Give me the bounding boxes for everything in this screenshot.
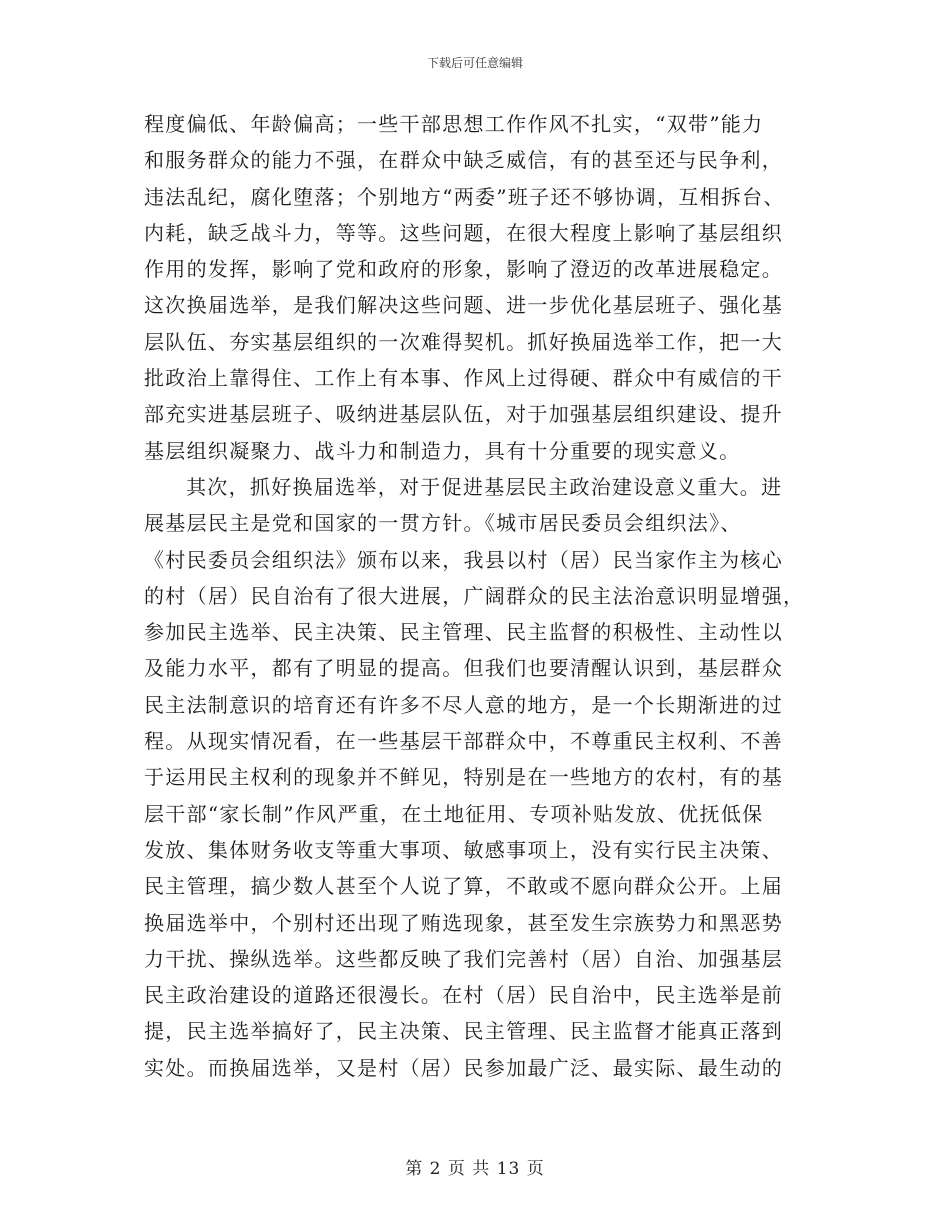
text-line: 部充实进基层班子、吸纳进基层队伍，对于加强基层组织建设、提升 [144,402,783,427]
text-line: 展基层民主是党和国家的一贯方针。《城市居民委员会组织法》、 [144,511,742,536]
text-line: 基层组织凝聚力、战斗力和制造力，具有十分重要的现实意义。 [144,438,741,463]
text-line: 作用的发挥，影响了党和政府的形象，影响了澄迈的改革进展稳定。 [144,257,783,282]
text-line: 这次换届选举，是我们解决这些问题、进一步优化基层班子、强化基 [144,293,783,318]
text-line: 违法乱纪，腐化堕落；个别地方“两委”班子还不够协调，互相拆台、 [144,184,785,209]
text-line: 层队伍、夯实基层组织的一次难得契机。抓好换届选举工作，把一大 [144,329,783,354]
text-line: 的村（居）民自治有了很大进展，广阔群众的民主法治意识明显增强， [144,583,805,608]
text-line: 实处。而换届选举，又是村（居）民参加最广泛、最实际、最生动的 [144,1055,783,1080]
text-line: 换届选举中，个别村还出现了贿选现象，甚至发生宗族势力和黑恶势 [144,910,783,935]
text-line: 程度偏低、年龄偏高；一些干部思想工作作风不扎实，“双带”能力 [144,112,764,136]
text-line: 发放、集体财务收支等重大事项、敏感事项上，没有实行民主决策、 [144,837,783,862]
text-line: 批政治上靠得住、工作上有本事、作风上过得硬、群众中有威信的干 [144,366,783,391]
text-line: 程。从现实情况看，在一些基层干部群众中，不尊重民主权利、不善 [144,729,783,754]
text-line: 民主管理，搞少数人甚至个人说了算，不敢或不愿向群众公开。上届 [144,874,783,899]
text-line: 民主法制意识的培育还有许多不尽人意的地方，是一个长期渐进的过 [144,692,783,717]
text-line: 《村民委员会组织法》颁布以来，我县以村（居）民当家作主为核心 [144,547,783,572]
text-line: 内耗，缺乏战斗力，等等。这些问题，在很大程度上影响了基层组织 [144,220,783,245]
text-line: 和服务群众的能力不强，在群众中缺乏威信，有的甚至还与民争利， [144,148,783,173]
text-line: 于运用民主权利的现象并不鲜见，特别是在一些地方的农村，有的基 [144,765,783,790]
document-body [144,106,814,1086]
text-line: 民主政治建设的道路还很漫长。在村（居）民自治中，民主选举是前 [144,983,783,1008]
text-line: 及能力水平，都有了明显的提高。但我们也要清醒认识到，基层群众 [144,656,783,681]
page-footer: 第 2 页 共 13 页 [405,1159,545,1179]
page-header: 下载后可任意编辑 [426,56,523,70]
text-line: 提，民主选举搞好了，民主决策、民主管理、民主监督才能真正落到 [144,1019,783,1044]
paragraph-start-line: 其次，抓好换届选举，对于促进基层民主政治建设意义重大。进 [186,474,783,499]
text-line: 层干部“家长制”作风严重，在土地征用、专项补贴发放、优抚低保 [144,801,764,826]
text-line: 参加民主选举、民主决策、民主管理、民主监督的积极性、主动性以 [144,620,783,645]
text-line: 力干扰、操纵选举。这些都反映了我们完善村（居）自治、加强基层 [144,946,783,971]
